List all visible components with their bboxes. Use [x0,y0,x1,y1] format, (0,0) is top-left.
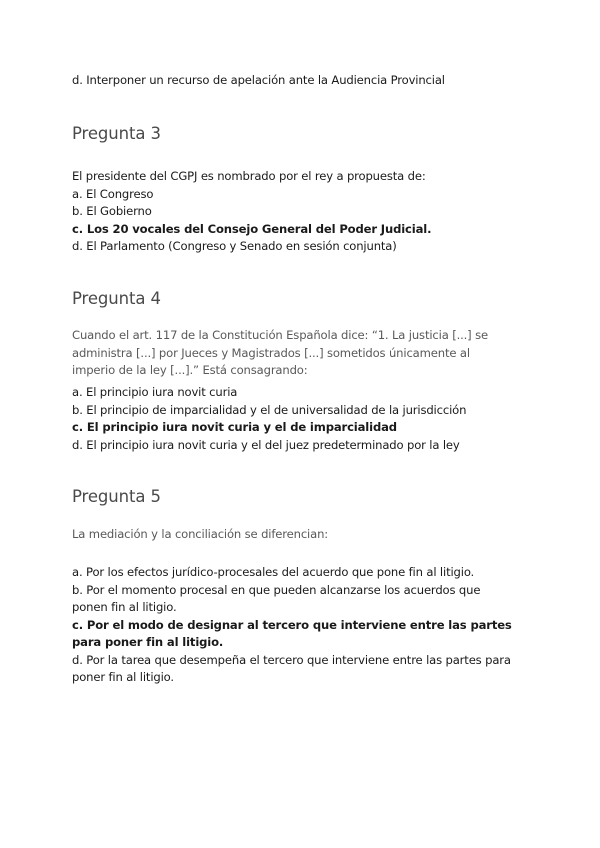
question-3-option-d: d. El Parlamento (Congreso y Senado en sesión conjunta) [72,239,397,253]
question-3-option-c-correct: c. Los 20 vocales del Consejo General del Poder Judicial. [72,221,432,236]
question-4-text-line: administra [...] por Jueces y Magistrados [...] sometidos únicamente al [72,345,470,360]
question-4-option-d: d. El principio iura novit curia y el del juez predeterminado por la ley [72,437,460,452]
question-4-text-line: Cuando el art. 117 de la Constitución Española dice: “1. La justicia [...] se [72,328,488,342]
question-4-option-c-correct: c. El principio iura novit curia y el de imparcialidad [72,420,397,434]
question-5-text: La mediación y la conciliación se diferencian: [72,527,329,541]
question-5-option-b: b. Por el momento procesal en que pueden alcanzarse los acuerdos que [72,582,481,597]
question-3-heading: Pregunta 3 [72,124,161,143]
question-3-option-a: a. El Congreso [72,186,154,201]
question-4-heading: Pregunta 4 [72,289,161,308]
question-5-option-b-cont: ponen fin al litigio. [72,600,177,614]
question-3-option-b: b. El Gobierno [72,204,152,218]
question-5-option-a: a. Por los efectos jurídico-procesales del acuerdo que pone fin al litigio. [72,565,475,579]
question-5-option-c-correct-cont: para poner fin al litigio. [72,635,224,649]
question-5-option-d-cont: poner fin al litigio. [72,670,174,684]
question-5-option-c-correct: c. Por el modo de designar al tercero que interviene entre las partes [72,617,512,632]
question-3-text: El presidente del CGPJ es nombrado por el rey a propuesta de: [72,169,426,183]
question-4-option-b: b. El principio de imparcialidad y el de universalidad de la jurisdicción [72,402,467,417]
question-4-option-a: a. El principio iura novit curia [72,385,238,399]
question-4-text-line: imperio de la ley [...].” Está consagrando: [72,363,308,377]
question-5-heading: Pregunta 5 [72,487,161,506]
previous-question-option-d: d. Interponer un recurso de apelación ante la Audiencia Provincial [72,73,445,87]
question-5-option-d: d. Por la tarea que desempeña el tercero que interviene entre las partes para [72,652,511,667]
